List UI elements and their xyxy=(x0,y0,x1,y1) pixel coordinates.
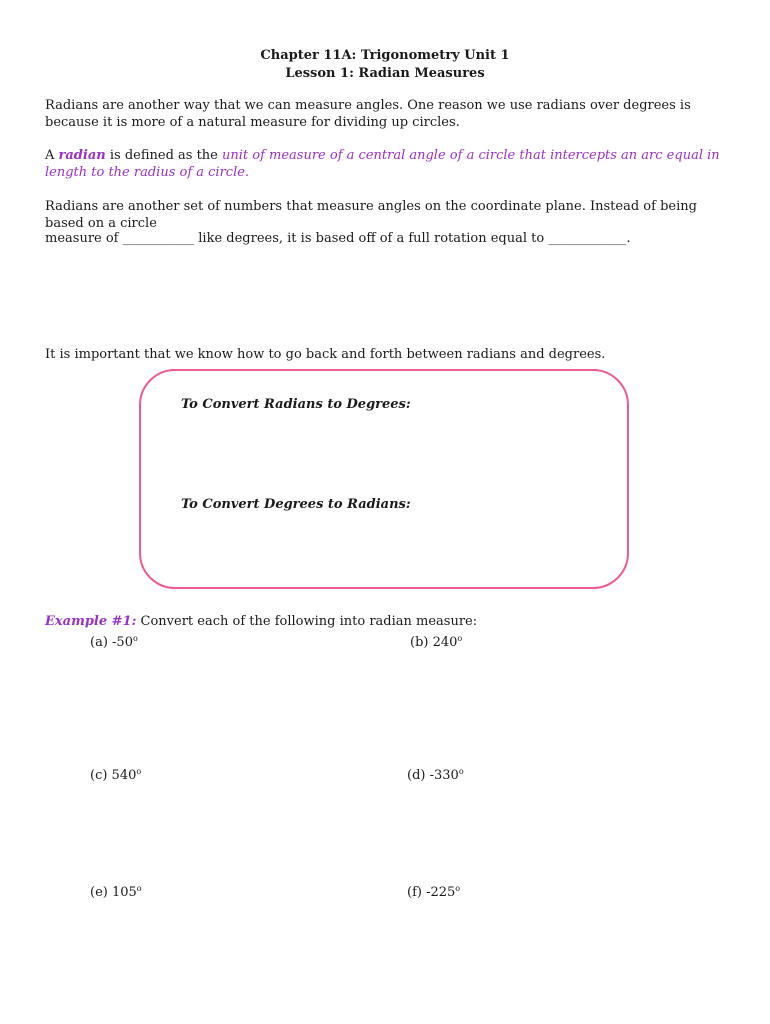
lesson-title: Lesson 1: Radian Measures xyxy=(285,66,485,81)
item-label: (e) 105 xyxy=(90,885,137,900)
definition-prefix: A xyxy=(45,148,59,163)
example-item-f xyxy=(407,880,460,901)
example-item-a xyxy=(90,630,138,651)
example-item-c xyxy=(90,763,141,784)
example-heading xyxy=(45,613,735,630)
intro-paragraph: Radians are another way that we can measure angles. One reason we use radians over degrees is because it is more of a natural measure for dividing up circles. xyxy=(45,98,691,130)
item-label: (f) -225 xyxy=(407,885,456,900)
definition-end: . xyxy=(244,165,250,180)
degree-symbol: o xyxy=(458,767,464,776)
definition-text: unit of measure of a central angle of a circle that intercepts an arc equal in length to the radius of a circle xyxy=(45,148,720,180)
important-note: It is important that we know how to go back and forth between radians and degrees. xyxy=(45,347,606,362)
definition-term: radian xyxy=(58,148,106,163)
item-label: (b) 240 xyxy=(410,635,458,650)
item-label: (c) 540 xyxy=(90,768,137,783)
degrees-to-radians-label: To Convert Degrees to Radians: xyxy=(181,497,411,512)
degree-symbol: o xyxy=(457,634,463,643)
coordinate-line-2: measure of ___________ like degrees, it is based off of a full rotation equal to ____________. xyxy=(45,231,631,246)
radian-definition xyxy=(45,147,735,181)
definition-middle: is defined as the xyxy=(105,148,222,163)
chapter-title: Chapter 11A: Trigonometry Unit 1 xyxy=(260,48,510,63)
degree-symbol: o xyxy=(132,634,138,643)
degree-symbol: o xyxy=(136,884,142,893)
degree-symbol: o xyxy=(136,767,142,776)
coordinate-line-1: Radians are another set of numbers that measure angles on the coordinate plane. Instead of being based on a circle xyxy=(45,199,697,231)
example-label: Example #1: xyxy=(45,614,137,629)
degree-symbol: o xyxy=(455,884,461,893)
radians-to-degrees-label: To Convert Radians to Degrees: xyxy=(181,397,411,412)
item-label: (d) -330 xyxy=(407,768,459,783)
example-item-e xyxy=(90,880,142,901)
example-item-b xyxy=(410,630,462,651)
example-item-d xyxy=(407,763,464,784)
example-instruction: Convert each of the following into radian measure: xyxy=(136,614,478,629)
item-label: (a) -50 xyxy=(90,635,133,650)
